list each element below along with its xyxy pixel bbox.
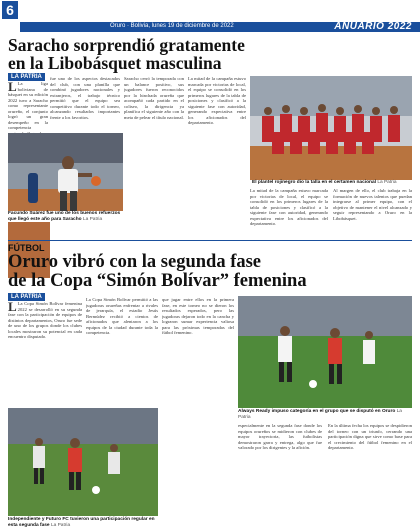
story2-column-5: En la última fecha los equipos se despidieron del torneo con un triunfo, cerrando una participación digna que sirve como base para el crecimiento del fútbol femenino en el departamento. (328, 423, 412, 450)
story1-photo-1 (8, 133, 123, 221)
story2-headline (8, 253, 418, 291)
soccer-match-photo (238, 296, 412, 408)
story1-headline-line2: en la Libobásquet masculina (8, 52, 222, 73)
page-header (0, 0, 420, 33)
page-number: 6 (2, 1, 18, 19)
story1-column-2: fue uno de los aspectos destacados del club, con una planilla que combinó jugadores nacionales y extranjeros, el trabajo técnico permitió que el equipo sea competitivo durante todo el torneo, alcanzando resultados importantes frente a los favoritos. (50, 76, 120, 120)
story1-caption-2: El plantel rojinegro dio la talla en el certamen nacional La Patria (252, 180, 414, 186)
story1-headline (8, 37, 418, 72)
story2-column-1: L La Copa Simón Bolívar femenina 2022 se desarrolló en su segunda fase con la participación de equipos de distintos departamentos, Oruro fue sede de uno de los grupos donde los clubes locales mostraron su potencial en cada encuentro disputado. (8, 301, 82, 339)
team-photo (250, 76, 412, 180)
story1-caption-1: Facundo Suárez fue uno de los buenos refuerzos que llegó este año para Saracho La Patria (8, 211, 123, 222)
basketball-player-photo (8, 133, 123, 221)
story1-section-tag: LA PATRIA (8, 73, 45, 81)
story1-headline-line1: Saracho sorprendió gratamente (8, 35, 245, 55)
story2-dropcap: L (8, 301, 17, 314)
story2-headline-line2: de la Copa “Simón Bolívar” femenina (8, 271, 307, 291)
story1-photo-2 (250, 76, 412, 180)
story2-headline-line1: Oruro vibró con la segunda fase (8, 252, 262, 272)
soccer-match-photo (8, 408, 158, 516)
story1-column-6: Al margen de ello, el club trabaja en la formación de nuevos talentos que puedan integrarse al primer equipo, con el objetivo de mantener el nivel alcanzado y seguir representando a Oruro en la Libobásquet. (333, 188, 412, 221)
story2-section-tag: LA PATRIA (8, 293, 45, 301)
story2-caption-1: Independiente y Futuro FC tuvieron una participación regular en esta segunda fase La Patria (8, 517, 158, 528)
story2-kicker: FÚTBOL (8, 243, 45, 253)
story2-photo-2 (238, 296, 412, 408)
header-brand: ANUARIO 2022 (334, 21, 412, 32)
section-divider (8, 240, 412, 241)
story2-column-2: La Copa Simón Bolívar permitió a las jugadoras orureñas enfrentar a rivales de jerarquía, el estadio Jesús Bermúdez recibió a cientos de aficionados que alentaron a los equipos de la ciudad durante toda la competencia. (86, 297, 158, 335)
story1-column-5: La mitad de la campaña estuvo marcada por victorias de local, el equipo se consolidó en los primeros lugares de la tabla de posiciones y clasificó a la siguiente fase con autoridad, generando expectativa entre los aficionados del departamento. (250, 188, 328, 226)
story2-column-4: especialmente en la segunda fase donde los equipos orureños se midieron con clubes de mayor trayectoria, las futbolistas demostraron garra y entrega, algo que fue valorado por los dirigentes y la afición. (238, 423, 322, 450)
header-date: Oruro · Bolivia, lunes 19 de diciembre de 2022 (110, 23, 234, 29)
story1-column-3: Saracho cerró la temporada con un balance positivo, sus jugadores fueron reconocidos por la hinchada orureña que acompañó cada partido en el coliseo, la dirigencia ya planifica el siguiente año con la meta de pelear el título nacional. (124, 76, 184, 120)
story1-column-1: L La liga boliviana de básquet en su edición 2022 tuvo a Saracho como representante orureño, el conjunto logró un gran desempeño en la competencia (8, 81, 48, 130)
story1-column-4: La mitad de la campaña estuvo marcada por victorias de local, el equipo se consolidó en los primeros lugares de la tabla de posiciones y clasificó a la siguiente fase con autoridad, generando expectativa entre los aficionados del departamento. (188, 76, 246, 125)
story2-caption-2: Always Ready impuso categoría en el grupo que se disputó en Oruro La Patria (238, 409, 412, 420)
story2-column-3: que jugar entre ellos en la primera fase, en este torneo no se dieron los resultados esperados, pero las jugadoras dejaron todo en la cancha y lograron sumar experiencia valiosa para las próximas temporadas del fútbol femenino. (162, 297, 234, 335)
story2-photo-1 (8, 408, 158, 516)
story1-dropcap: L (8, 81, 17, 94)
